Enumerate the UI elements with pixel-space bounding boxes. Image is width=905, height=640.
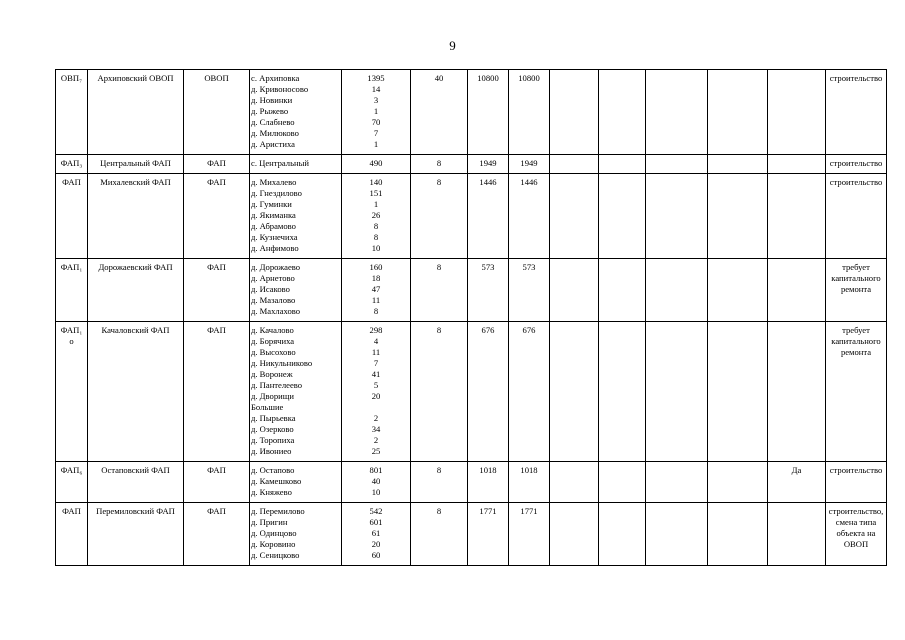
facility-code-cell: [56, 70, 88, 155]
flag-cell: [768, 259, 826, 322]
facility-code: ФАП₁: [60, 262, 83, 272]
settlement-name: д. Камешково: [251, 476, 302, 486]
population-value: 5: [373, 380, 379, 390]
facility-type: ОВОП: [204, 73, 229, 83]
population-value: 3: [373, 95, 379, 105]
population-value: 1: [373, 139, 379, 149]
capacity-value: 40: [434, 73, 444, 83]
facility-name: Дорожаевский ФАП: [98, 262, 173, 272]
table-row: [56, 155, 887, 174]
served-population-cell: [468, 70, 509, 155]
population-value: 20: [371, 539, 381, 549]
settlements-cell: [250, 462, 342, 503]
population-value: 2: [373, 413, 379, 423]
facility-type-cell: [184, 259, 250, 322]
population-cell: [342, 259, 411, 322]
facility-code-cell: [56, 503, 88, 566]
empty-cell: [708, 259, 768, 322]
facility-name: Перемиловский ФАП: [96, 506, 175, 516]
settlement-name: д. Арнетово: [251, 273, 295, 283]
empty-cell: [599, 70, 646, 155]
facility-code-cell: [56, 462, 88, 503]
capacity-cell: [411, 174, 468, 259]
empty-cell: [646, 155, 708, 174]
settlements-cell: [250, 155, 342, 174]
note-cell: [826, 259, 887, 322]
note-cell: [826, 503, 887, 566]
empty-cell: [599, 259, 646, 322]
population-value: 11: [371, 347, 381, 357]
note-text: требует капитального ремонта: [831, 262, 881, 294]
population-cell: [342, 503, 411, 566]
population-value: 160: [369, 262, 383, 272]
attached-population-value: 1949: [520, 158, 538, 168]
population-cell: [342, 70, 411, 155]
served-population-cell: [468, 322, 509, 462]
population-value: 8: [373, 221, 379, 231]
empty-cell: [599, 155, 646, 174]
settlement-name: д. Милюково: [251, 128, 299, 138]
note-cell: [826, 155, 887, 174]
population-value: 7: [373, 358, 379, 368]
population-value: 11: [371, 295, 381, 305]
facility-code: ФАП: [62, 177, 81, 187]
facility-type: ФАП: [207, 177, 226, 187]
settlement-name: д. Торопиха: [251, 435, 295, 445]
settlement-name: д. Михалево: [251, 177, 297, 187]
served-population-cell: [468, 174, 509, 259]
empty-cell: [646, 174, 708, 259]
population-cell: [342, 174, 411, 259]
empty-cell: [550, 155, 599, 174]
note-cell: [826, 70, 887, 155]
settlement-name: д. Коровино: [251, 539, 296, 549]
note-cell: [826, 462, 887, 503]
settlement-name: д. Рыжево: [251, 106, 289, 116]
population-value: 10: [371, 487, 381, 497]
served-population-value: 10800: [477, 73, 499, 83]
population-value: 41: [371, 369, 381, 379]
population-value: 1395: [367, 73, 385, 83]
facility-type: ФАП: [207, 325, 226, 335]
facility-name: Михалевский ФАП: [100, 177, 171, 187]
capacity-cell: [411, 70, 468, 155]
settlement-name: д. Махлахово: [251, 306, 301, 316]
settlement-name: д. Абрамово: [251, 221, 296, 231]
facility-type: ФАП: [207, 158, 226, 168]
table-row: [56, 322, 887, 462]
settlement-name: д. Дворищи: [251, 391, 294, 401]
population-value: 801: [369, 465, 383, 475]
population-value: 25: [371, 446, 381, 456]
facility-name: Архиповский ОВОП: [97, 73, 174, 83]
population-value: 542: [369, 506, 383, 516]
served-population-cell: [468, 462, 509, 503]
facility-name-cell: [88, 70, 184, 155]
settlement-name: д. Гнездилово: [251, 188, 302, 198]
facility-code-cell: [56, 322, 88, 462]
population-value: 151: [369, 188, 383, 198]
settlement-name: д. Озерково: [251, 424, 294, 434]
empty-cell: [599, 462, 646, 503]
table-row: [56, 462, 887, 503]
attached-population-cell: [509, 155, 550, 174]
settlements-cell: [250, 322, 342, 462]
settlements-cell: [250, 259, 342, 322]
population-value: 10: [371, 243, 381, 253]
population-value: 8: [373, 232, 379, 242]
facility-code-cell: [56, 259, 88, 322]
settlement-name: д. Гуминки: [251, 199, 292, 209]
facility-name: Качаловский ФАП: [101, 325, 170, 335]
population-value: 26: [371, 210, 381, 220]
empty-cell: [708, 462, 768, 503]
attached-population-value: 676: [522, 325, 536, 335]
served-population-cell: [468, 503, 509, 566]
facility-name-cell: [88, 503, 184, 566]
page-number: 9: [449, 38, 456, 53]
settlement-name: д. Пантелеево: [251, 380, 303, 390]
note-text: строительство: [829, 158, 883, 168]
capacity-cell: [411, 259, 468, 322]
facility-type-cell: [184, 462, 250, 503]
flag-cell: [768, 155, 826, 174]
table-row: [56, 503, 887, 566]
facility-name-cell: [88, 174, 184, 259]
population-value: 40: [371, 476, 381, 486]
population-value: 20: [371, 391, 381, 401]
capacity-cell: [411, 322, 468, 462]
served-population-value: 676: [481, 325, 495, 335]
empty-cell: [708, 322, 768, 462]
capacity-value: 8: [436, 465, 442, 475]
facility-code-cell: [56, 155, 88, 174]
facility-name-cell: [88, 322, 184, 462]
settlements-cell: [250, 503, 342, 566]
empty-cell: [550, 259, 599, 322]
population-value: 60: [371, 550, 381, 560]
attached-population-cell: [509, 174, 550, 259]
facility-type: ФАП: [207, 465, 226, 475]
population-value: 14: [371, 84, 381, 94]
attached-population-value: 573: [522, 262, 536, 272]
table-row: [56, 259, 887, 322]
flag-cell: [768, 322, 826, 462]
table-row: [56, 174, 887, 259]
flag-cell: [768, 462, 826, 503]
capacity-value: 8: [436, 325, 442, 335]
empty-cell: [708, 70, 768, 155]
empty-cell: [599, 322, 646, 462]
capacity-cell: [411, 503, 468, 566]
settlement-name: д. Пригин: [251, 517, 288, 527]
settlement-name: д. Перемилово: [251, 506, 305, 516]
empty-cell: [550, 70, 599, 155]
capacity-cell: [411, 462, 468, 503]
empty-cell: [646, 259, 708, 322]
facility-name-cell: [88, 462, 184, 503]
facility-code-suffix: о: [69, 336, 74, 346]
empty-cell: [550, 462, 599, 503]
empty-cell: [646, 503, 708, 566]
note-cell: [826, 174, 887, 259]
attached-population-value: 1771: [520, 506, 538, 516]
attached-population-cell: [509, 70, 550, 155]
settlement-name: д. Высохово: [251, 347, 296, 357]
facility-code-cell: [56, 174, 88, 259]
settlement-name: д. Анфимово: [251, 243, 299, 253]
population-value: 61: [371, 528, 381, 538]
empty-cell: [646, 322, 708, 462]
attached-population-cell: [509, 322, 550, 462]
empty-cell: [646, 70, 708, 155]
empty-cell: [708, 503, 768, 566]
facilities-table: [55, 69, 887, 566]
facility-name-cell: [88, 259, 184, 322]
settlements-cell: [250, 174, 342, 259]
facility-type-cell: [184, 70, 250, 155]
attached-population-cell: [509, 503, 550, 566]
settlement-name: д. Новинки: [251, 95, 293, 105]
settlement-name: д. Ивониео: [251, 446, 292, 456]
settlement-name: Большие: [251, 402, 284, 412]
empty-cell: [550, 322, 599, 462]
attached-population-value: 1446: [520, 177, 538, 187]
settlement-name: д. Никульниково: [251, 358, 313, 368]
note-text: строительство, смена типа объекта на ОВОП: [828, 506, 884, 549]
note-text: строительство: [829, 177, 883, 187]
facility-type-cell: [184, 174, 250, 259]
facility-type: ФАП: [207, 506, 226, 516]
empty-cell: [599, 503, 646, 566]
population-value: 140: [369, 177, 383, 187]
settlement-name: д. Княжево: [251, 487, 292, 497]
population-value: 18: [371, 273, 381, 283]
population-cell: [342, 155, 411, 174]
capacity-value: 8: [436, 177, 442, 187]
attached-population-value: 10800: [518, 73, 540, 83]
facility-type-cell: [184, 503, 250, 566]
settlement-name: д. Борячиха: [251, 336, 295, 346]
settlements-cell: [250, 70, 342, 155]
settlement-name: д. Качалово: [251, 325, 294, 335]
note-text: требует капитального ремонта: [831, 325, 881, 357]
flag-cell: [768, 174, 826, 259]
settlement-name: д. Одинцово: [251, 528, 297, 538]
population-value: 298: [369, 325, 383, 335]
facility-name: Центральный ФАП: [100, 158, 171, 168]
table-row: [56, 70, 887, 155]
flag-value: Да: [791, 465, 802, 475]
empty-cell: [550, 174, 599, 259]
facility-type: ФАП: [207, 262, 226, 272]
note-cell: [826, 322, 887, 462]
facility-name-cell: [88, 155, 184, 174]
empty-cell: [550, 503, 599, 566]
facility-code: ФАП₁: [60, 325, 83, 335]
facility-code: ФАП: [62, 506, 81, 516]
flag-cell: [768, 70, 826, 155]
facility-code: ФАП₃: [60, 158, 83, 168]
settlement-name: д. Исаково: [251, 284, 290, 294]
attached-population-value: 1018: [520, 465, 538, 475]
flag-cell: [768, 503, 826, 566]
settlement-name: д. Кузнечиха: [251, 232, 298, 242]
settlement-name: д. Мазалово: [251, 295, 296, 305]
settlement-name: с. Центральный: [251, 158, 309, 168]
settlement-name: д. Воронеж: [251, 369, 293, 379]
population-value: 70: [371, 117, 381, 127]
served-population-value: 573: [481, 262, 495, 272]
population-value: 34: [371, 424, 381, 434]
attached-population-cell: [509, 259, 550, 322]
served-population-cell: [468, 155, 509, 174]
served-population-value: 1018: [479, 465, 497, 475]
facility-name: Остаповский ФАП: [101, 465, 170, 475]
served-population-cell: [468, 259, 509, 322]
population-cell: [342, 462, 411, 503]
empty-cell: [708, 155, 768, 174]
population-value: 601: [369, 517, 383, 527]
attached-population-cell: [509, 462, 550, 503]
population-value: 8: [373, 306, 379, 316]
settlement-name: д. Якиманка: [251, 210, 296, 220]
population-value: 490: [369, 158, 383, 168]
population-value: 1: [373, 106, 379, 116]
facility-code: ФАП₆: [60, 465, 83, 475]
note-text: строительство: [829, 73, 883, 83]
population-value: 4: [373, 336, 379, 346]
settlement-name: д. Остапово: [251, 465, 295, 475]
served-population-value: 1949: [479, 158, 497, 168]
empty-cell: [708, 174, 768, 259]
note-text: строительство: [829, 465, 883, 475]
settlement-name: д. Пырьевка: [251, 413, 296, 423]
facility-type-cell: [184, 155, 250, 174]
capacity-value: 8: [436, 262, 442, 272]
served-population-value: 1771: [479, 506, 497, 516]
settlement-name: д. Аристиха: [251, 139, 295, 149]
facility-code: ОВП₇: [60, 73, 83, 83]
served-population-value: 1446: [479, 177, 497, 187]
population-value: [343, 402, 409, 413]
empty-cell: [599, 174, 646, 259]
facility-type-cell: [184, 322, 250, 462]
settlement-name: д. Кривоносово: [251, 84, 309, 94]
settlement-name: д. Дорожаево: [251, 262, 301, 272]
capacity-value: 8: [436, 158, 442, 168]
population-value: 47: [371, 284, 381, 294]
population-value: 7: [373, 128, 379, 138]
capacity-value: 8: [436, 506, 442, 516]
settlement-name: д. Слабнево: [251, 117, 295, 127]
capacity-cell: [411, 155, 468, 174]
population-value: 2: [373, 435, 379, 445]
population-value: 1: [373, 199, 379, 209]
settlement-name: с. Архиповка: [251, 73, 300, 83]
settlement-name: д. Сеницково: [251, 550, 300, 560]
empty-cell: [646, 462, 708, 503]
population-cell: [342, 322, 411, 462]
